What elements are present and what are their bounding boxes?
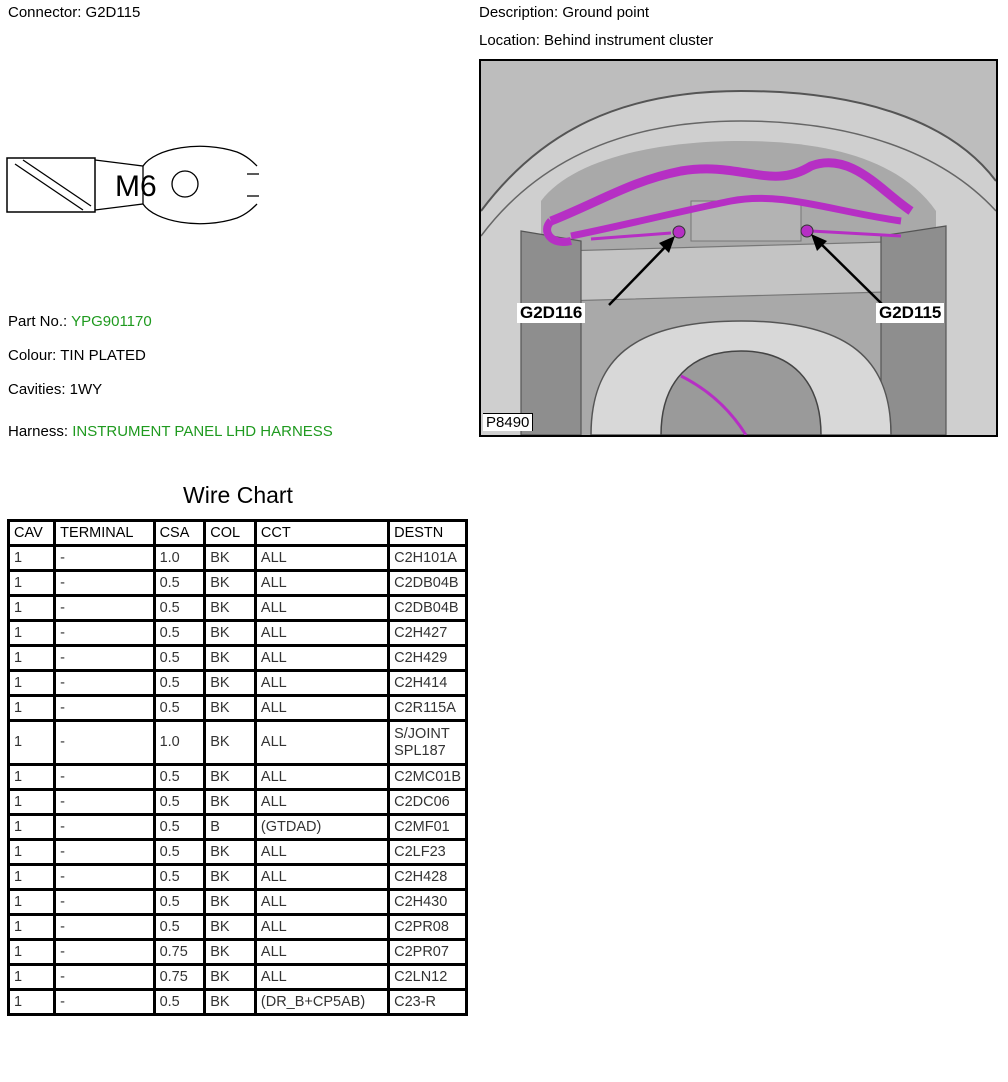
table-cell-terminal: - [55, 865, 154, 890]
table-cell-cct: ALL [255, 671, 388, 696]
table-row [9, 621, 467, 646]
table-cell-terminal: - [55, 965, 154, 990]
table-row [9, 596, 467, 621]
table-cell-cct: ALL [255, 940, 388, 965]
table-row [9, 990, 467, 1015]
table-cell-terminal: - [55, 790, 154, 815]
table-cell-csa: 0.75 [154, 940, 205, 965]
connector-title: Connector: G2D115 [8, 4, 141, 21]
table-cell-terminal: - [55, 571, 154, 596]
table-row [9, 696, 467, 721]
table-cell-col: BK [205, 865, 256, 890]
table-cell-csa: 0.5 [154, 671, 205, 696]
table-cell-destn: C2DB04B [389, 596, 467, 621]
table-row [9, 790, 467, 815]
table-cell-cct: ALL [255, 840, 388, 865]
table-cell-terminal: - [55, 671, 154, 696]
table-cell-terminal: - [55, 765, 154, 790]
table-cell-col: BK [205, 965, 256, 990]
column-header-terminal: TERMINAL [55, 521, 154, 546]
table-row [9, 646, 467, 671]
table-cell-cct: ALL [255, 571, 388, 596]
table-cell-cav: 1 [9, 840, 55, 865]
table-cell-destn: C2LF23 [389, 840, 467, 865]
table-cell-csa: 0.5 [154, 571, 205, 596]
callout-g2d115: G2D115 [876, 303, 944, 323]
table-cell-destn: C2MF01 [389, 815, 467, 840]
table-cell-cct: ALL [255, 546, 388, 571]
table-cell-cct: (GTDAD) [255, 815, 388, 840]
table-cell-terminal: - [55, 721, 154, 765]
table-cell-col: BK [205, 890, 256, 915]
table-cell-destn: C2H101A [389, 546, 467, 571]
table-cell-terminal: - [55, 546, 154, 571]
table-cell-csa: 0.5 [154, 890, 205, 915]
callout-g2d116: G2D116 [517, 303, 585, 323]
table-row [9, 721, 467, 765]
table-row [9, 546, 467, 571]
table-row [9, 965, 467, 990]
table-cell-cct: ALL [255, 621, 388, 646]
table-row [9, 840, 467, 865]
table-cell-csa: 0.5 [154, 865, 205, 890]
table-cell-col: BK [205, 646, 256, 671]
wire-chart-table [7, 519, 468, 1016]
column-header-destn: DESTN [389, 521, 467, 546]
table-cell-destn: C2H428 [389, 865, 467, 890]
table-row [9, 671, 467, 696]
table-cell-cav: 1 [9, 596, 55, 621]
table-cell-col: BK [205, 596, 256, 621]
table-cell-col: BK [205, 765, 256, 790]
table-cell-col: BK [205, 721, 256, 765]
table-cell-csa: 0.5 [154, 990, 205, 1015]
table-row [9, 765, 467, 790]
table-cell-cav: 1 [9, 790, 55, 815]
table-cell-col: BK [205, 915, 256, 940]
photo-reference: P8490 [483, 413, 533, 431]
table-cell-csa: 0.5 [154, 596, 205, 621]
table-cell-destn: C2R115A [389, 696, 467, 721]
table-cell-col: B [205, 815, 256, 840]
table-cell-destn: C2PR07 [389, 940, 467, 965]
table-cell-csa: 0.75 [154, 965, 205, 990]
harness-label: Harness: [8, 423, 69, 440]
table-cell-cav: 1 [9, 646, 55, 671]
table-cell-terminal: - [55, 646, 154, 671]
table-cell-cct: ALL [255, 696, 388, 721]
table-cell-csa: 0.5 [154, 915, 205, 940]
table-row [9, 890, 467, 915]
table-cell-cct: ALL [255, 596, 388, 621]
table-cell-csa: 0.5 [154, 790, 205, 815]
table-cell-destn: C2H427 [389, 621, 467, 646]
table-cell-destn: C2LN12 [389, 965, 467, 990]
table-cell-cav: 1 [9, 940, 55, 965]
column-header-cct: CCT [255, 521, 388, 546]
table-cell-destn: C2H430 [389, 890, 467, 915]
ring-terminal-diagram [5, 140, 265, 230]
table-cell-col: BK [205, 621, 256, 646]
table-cell-cav: 1 [9, 990, 55, 1015]
table-cell-col: BK [205, 790, 256, 815]
table-cell-destn: C2DC06 [389, 790, 467, 815]
table-cell-col: BK [205, 571, 256, 596]
table-cell-cav: 1 [9, 621, 55, 646]
table-cell-terminal: - [55, 815, 154, 840]
table-cell-terminal: - [55, 890, 154, 915]
table-cell-cct: ALL [255, 790, 388, 815]
table-cell-csa: 0.5 [154, 646, 205, 671]
table-cell-cav: 1 [9, 671, 55, 696]
table-cell-destn: C2MC01B [389, 765, 467, 790]
table-cell-cct: ALL [255, 890, 388, 915]
table-cell-terminal: - [55, 915, 154, 940]
table-row [9, 815, 467, 840]
part-number [8, 313, 152, 330]
part-number-value: YPG901170 [71, 313, 152, 330]
table-cell-csa: 0.5 [154, 696, 205, 721]
table-cell-terminal: - [55, 940, 154, 965]
table-cell-terminal: - [55, 990, 154, 1015]
table-cell-col: BK [205, 990, 256, 1015]
table-cell-csa: 1.0 [154, 546, 205, 571]
description-text: Description: Ground point [479, 4, 650, 21]
table-cell-destn: C2H414 [389, 671, 467, 696]
table-cell-cct: ALL [255, 765, 388, 790]
table-cell-cct: ALL [255, 646, 388, 671]
table-cell-destn: S/JOINT SPL187 [389, 721, 467, 765]
table-cell-cav: 1 [9, 890, 55, 915]
table-cell-cav: 1 [9, 865, 55, 890]
table-cell-col: BK [205, 546, 256, 571]
column-header-csa: CSA [154, 521, 205, 546]
table-cell-cav: 1 [9, 965, 55, 990]
table-cell-terminal: - [55, 696, 154, 721]
table-cell-terminal: - [55, 621, 154, 646]
column-header-col: COL [205, 521, 256, 546]
table-cell-terminal: - [55, 596, 154, 621]
cavities-text: Cavities: 1WY [8, 381, 103, 398]
table-cell-cav: 1 [9, 915, 55, 940]
table-cell-destn: C2H429 [389, 646, 467, 671]
table-header-row [9, 521, 467, 546]
table-cell-col: BK [205, 671, 256, 696]
table-cell-cav: 1 [9, 765, 55, 790]
table-cell-col: BK [205, 696, 256, 721]
colour-text: Colour: TIN PLATED [8, 347, 146, 364]
table-cell-destn: C2DB04B [389, 571, 467, 596]
table-cell-csa: 0.5 [154, 840, 205, 865]
table-cell-destn: C23-R [389, 990, 467, 1015]
terminal-size-label: M6 [115, 170, 157, 203]
part-number-label: Part No.: [8, 313, 68, 330]
table-cell-cav: 1 [9, 696, 55, 721]
dashboard-illustration [481, 61, 996, 435]
table-cell-cav: 1 [9, 546, 55, 571]
table-cell-csa: 1.0 [154, 721, 205, 765]
column-header-cav: CAV [9, 521, 55, 546]
table-cell-cct: ALL [255, 721, 388, 765]
table-cell-csa: 0.5 [154, 621, 205, 646]
table-cell-csa: 0.5 [154, 765, 205, 790]
table-cell-csa: 0.5 [154, 815, 205, 840]
table-row [9, 915, 467, 940]
harness-value: INSTRUMENT PANEL LHD HARNESS [72, 423, 333, 440]
table-cell-cct: (DR_B+CP5AB) [255, 990, 388, 1015]
harness-text [8, 423, 333, 440]
table-cell-col: BK [205, 940, 256, 965]
location-text: Location: Behind instrument cluster [479, 32, 714, 49]
table-cell-terminal: - [55, 840, 154, 865]
table-row [9, 940, 467, 965]
table-cell-cav: 1 [9, 721, 55, 765]
location-illustration [479, 59, 998, 437]
table-row [9, 571, 467, 596]
table-cell-cct: ALL [255, 915, 388, 940]
table-cell-cct: ALL [255, 865, 388, 890]
table-cell-destn: C2PR08 [389, 915, 467, 940]
table-cell-cct: ALL [255, 965, 388, 990]
table-cell-col: BK [205, 840, 256, 865]
table-cell-cav: 1 [9, 571, 55, 596]
table-row [9, 865, 467, 890]
wire-chart-title: Wire Chart [183, 482, 293, 508]
table-cell-cav: 1 [9, 815, 55, 840]
